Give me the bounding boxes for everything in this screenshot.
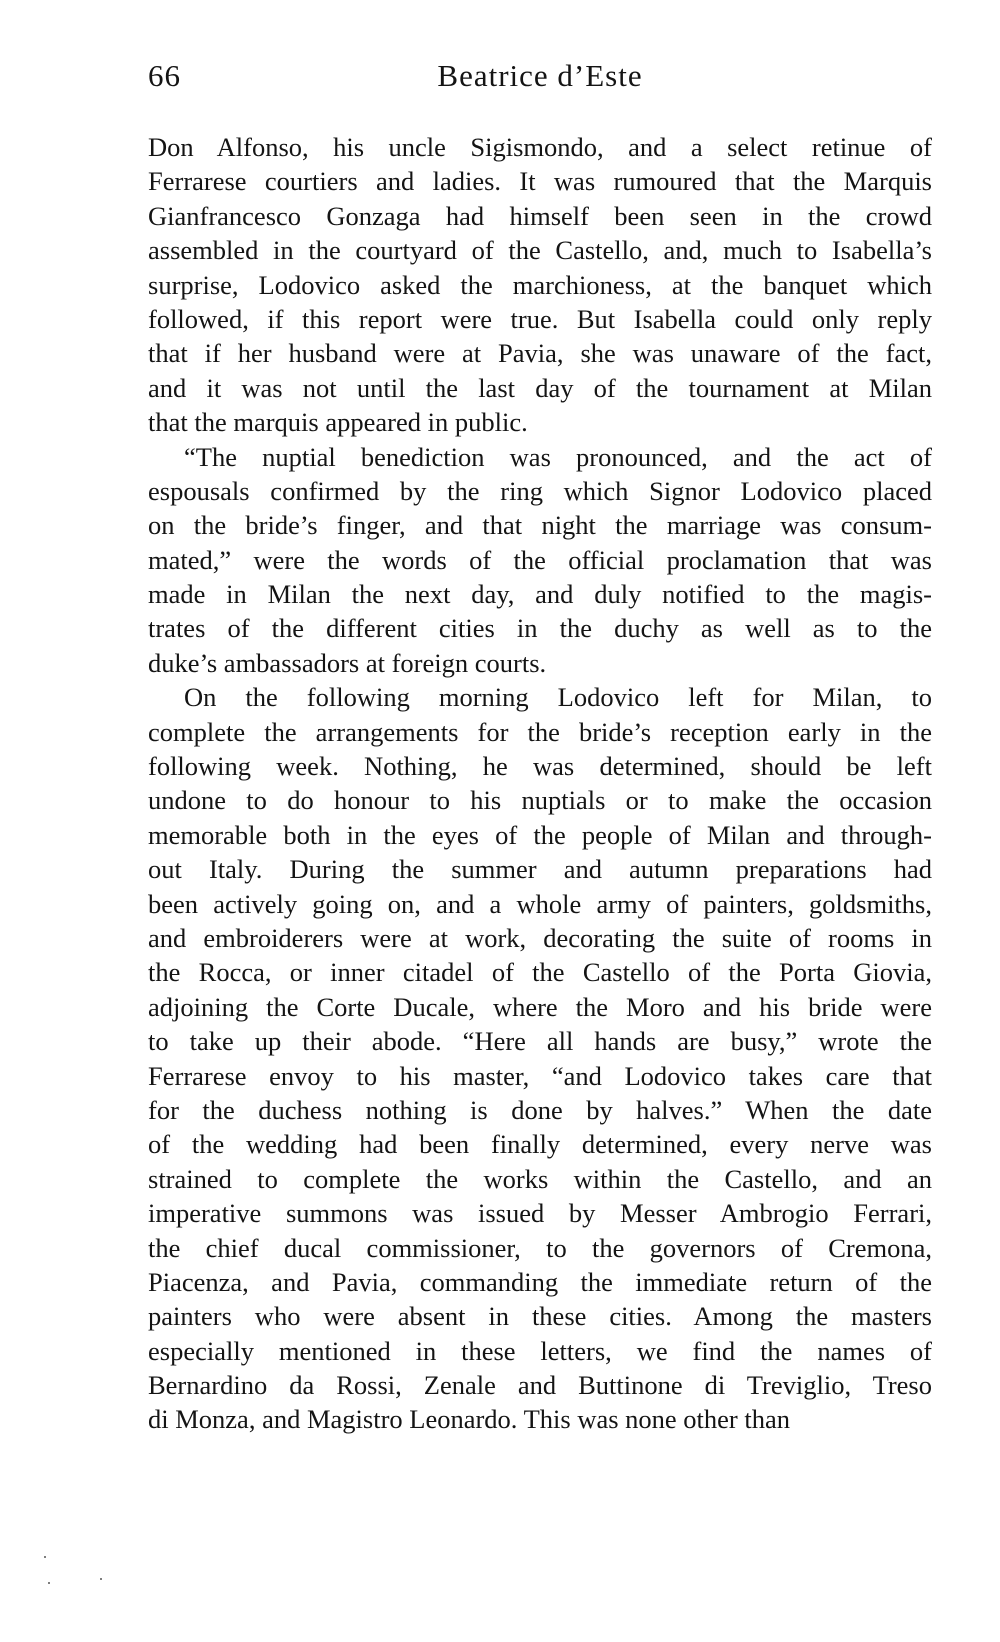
text-line: and it was not until the last day of the tournament at Milan: [148, 372, 932, 403]
text-line: duke’s ambassadors at foreign courts.: [148, 647, 547, 678]
text-line: out Italy. During the summer and autumn preparations had: [148, 854, 932, 885]
page-number: 66: [148, 58, 181, 93]
text-line: undone to do honour to his nuptials or to make the occasion: [148, 785, 932, 816]
text-line: on the bride’s finger, and that night the marriage was consum-: [148, 510, 932, 541]
text-line: following week. Nothing, he was determined, should be left: [148, 751, 932, 782]
text-line: “The nuptial benediction was pronounced, and the act of: [184, 441, 932, 472]
text-line: that if her husband were at Pavia, she was unaware of the fact,: [148, 338, 932, 369]
scan-speck: [100, 1578, 102, 1580]
text-line: Bernardino da Rossi, Zenale and Buttinone di Treviglio, Treso: [148, 1370, 932, 1401]
text-line: memorable both in the eyes of the people of Milan and through-: [148, 819, 932, 850]
paragraph: [148, 440, 932, 681]
text-line: adjoining the Corte Ducale, where the Moro and his bride were: [148, 991, 932, 1022]
paragraph: [148, 680, 932, 1437]
text-line: Gianfrancesco Gonzaga had himself been seen in the crowd: [148, 200, 932, 231]
text-line: especially mentioned in these letters, we find the names of: [148, 1335, 932, 1366]
text-line: the Rocca, or inner citadel of the Castello of the Porta Giovia,: [148, 957, 932, 988]
body-text: [148, 130, 932, 1437]
text-line: Piacenza, and Pavia, commanding the immediate return of the: [148, 1266, 932, 1297]
text-line: trates of the different cities in the duchy as well as to the: [148, 613, 932, 644]
text-line: surprise, Lodovico asked the marchioness, at the banquet which: [148, 269, 932, 300]
text-line: followed, if this report were true. But Isabella could only reply: [148, 303, 932, 334]
scan-specks: [42, 1552, 112, 1592]
text-line: of the wedding had been finally determined, every nerve was: [148, 1129, 932, 1160]
text-line: and embroiderers were at work, decorating the suite of rooms in: [148, 922, 932, 953]
text-line: that the marquis appeared in public.: [148, 407, 528, 438]
page-header: [148, 58, 932, 102]
text-line: to take up their abode. “Here all hands are busy,” wrote the: [148, 1026, 932, 1057]
text-line: Don Alfonso, his uncle Sigismondo, and a select retinue of: [148, 132, 932, 162]
text-line: imperative summons was issued by Messer Ambrogio Ferrari,: [148, 1198, 932, 1229]
running-title: Beatrice d’Este: [437, 58, 643, 93]
paragraph: [148, 130, 932, 440]
scan-speck: [48, 1582, 50, 1584]
text-line: strained to complete the works within the Castello, and an: [148, 1163, 932, 1194]
text-line: di Monza, and Magistro Leonardo. This was none other than: [148, 1404, 790, 1435]
text-line: painters who were absent in these cities. Among the masters: [148, 1301, 932, 1332]
scan-speck: [44, 1556, 46, 1558]
text-line: Ferrarese courtiers and ladies. It was rumoured that the Marquis: [148, 166, 932, 197]
text-line: espousals confirmed by the ring which Signor Lodovico placed: [148, 475, 932, 506]
text-line: been actively going on, and a whole army of painters, goldsmiths,: [148, 888, 932, 919]
text-line: Ferrarese envoy to his master, “and Lodovico takes care that: [148, 1060, 932, 1091]
text-line: assembled in the courtyard of the Castello, and, much to Isabella’s: [148, 235, 932, 266]
text-line: complete the arrangements for the bride’s reception early in the: [148, 716, 932, 747]
text-line: the chief ducal commissioner, to the governors of Cremona,: [148, 1232, 932, 1263]
text-line: mated,” were the words of the official proclamation that was: [148, 544, 932, 575]
text-line: for the duchess nothing is done by halves.” When the date: [148, 1094, 932, 1125]
text-line: made in Milan the next day, and duly notified to the magis-: [148, 579, 932, 610]
text-line: On the following morning Lodovico left for Milan, to: [184, 682, 932, 713]
